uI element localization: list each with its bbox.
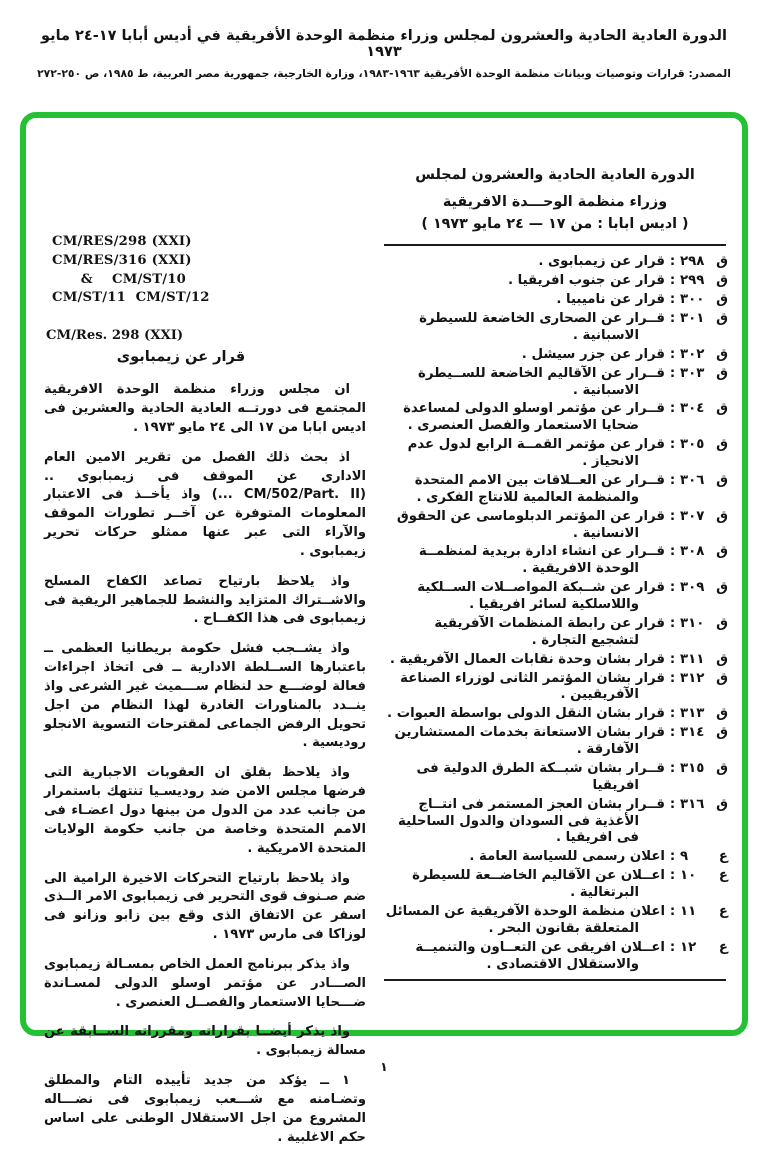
resolution-ref xyxy=(680,761,728,795)
resolution-paragraph: ١ ــ يؤكد من جديد تأييده التام والمطلق وتضـامنه مع شـــعب زيمبابوى فى نضـــاله المشروع من اجل الاستقلال الوطنى على اساس حكم الاغلبية . xyxy=(44,1073,366,1145)
page-header xyxy=(0,0,768,80)
resolution-ref xyxy=(680,473,728,507)
resolution-ref-number: ٣٠٧ xyxy=(680,508,705,524)
resolution-ref-number: ٣٠٩ xyxy=(680,580,705,596)
resolution-ref-prefix: ق xyxy=(716,508,728,524)
resolution-index-item xyxy=(382,473,728,507)
resolution-ref-colon: : xyxy=(669,311,676,327)
reference-code-line: CM/ST/11 CM/ST/12 xyxy=(52,290,210,306)
resolution-ref-colon: : xyxy=(669,580,676,596)
session-title-line: ( اديس ابابا : من ١٧ — ٢٤ مايو ١٩٧٣ ) xyxy=(421,216,689,233)
source-citation: المصدر: قرارات وتوصيات وبيانات منظمة الوحدة الأفريقية ١٩٦٣-١٩٨٣، وزارة الخارجية، جمهورية مصر العربية، ط ١٩٨٥، ص ٢٥٠-٢٧٢ xyxy=(37,67,731,80)
resolution-index-item xyxy=(382,254,728,271)
document-page xyxy=(44,164,728,1159)
resolution-ref xyxy=(680,311,728,345)
resolution-ref-number: ٣٠٦ xyxy=(680,472,705,488)
resolution-ref-number: ٣٠٤ xyxy=(680,401,705,417)
resolution-ref-number: ٣١٥ xyxy=(680,760,705,776)
resolution-body-column xyxy=(44,164,366,1159)
resolution-ref-prefix: ق xyxy=(716,670,728,686)
resolution-ref-prefix: ق xyxy=(716,311,728,327)
resolution-title: قــرار عن الآقاليم الخاضعة للســيطرة الاسبانية . xyxy=(418,365,665,398)
resolution-title: اعــلان افريقى عن التعــاون والتنميــة والاستقلال الاقتصادى . xyxy=(415,939,665,972)
resolution-ref-colon: : xyxy=(669,437,676,453)
resolution-ref xyxy=(680,904,728,938)
resolution-ref xyxy=(680,580,728,614)
resolution-ref-prefix: ق xyxy=(716,346,728,362)
resolution-title: قــرار عن العــلاقات بين الامم المتحدة والمنظمة العالمية للانتاج الفكرى . xyxy=(414,472,665,505)
resolution-ref-prefix: ق xyxy=(716,725,728,741)
resolution-ref-colon: : xyxy=(669,651,676,667)
resolution-ref-colon: : xyxy=(669,615,676,631)
resolution-title: قرار بشان الاستعانة بخدمات المستشارين الآفارقة . xyxy=(394,725,665,758)
resolution-ref-colon: : xyxy=(669,508,676,524)
resolution-ref xyxy=(680,849,728,866)
resolution-index-item xyxy=(382,671,728,705)
resolution-ref xyxy=(680,273,728,290)
resolution-ref xyxy=(680,437,728,471)
resolution-ref-prefix: ق xyxy=(716,615,728,631)
resolutions-index-column xyxy=(382,164,728,1159)
resolution-title: قرار بشان النقل الدولى بواسطة العبوات . xyxy=(387,706,665,722)
resolution-index-item xyxy=(382,761,728,795)
resolution-ref-prefix: ق xyxy=(716,796,728,812)
resolution-index-item xyxy=(382,725,728,759)
resolution-index-item xyxy=(382,797,728,848)
resolution-ref-colon: : xyxy=(669,254,676,270)
resolution-title: قرار عن شــبكة المواصــلات الســلكية واللاسلكية لسائر افريقيا . xyxy=(417,580,665,613)
reference-code-line: CM/RES/316 (XXI) xyxy=(52,252,192,268)
resolution-ref-prefix: ق xyxy=(716,472,728,488)
resolution-ref-colon: : xyxy=(669,903,676,919)
resolution-title: قرار عن جنوب افريقيا . xyxy=(507,273,665,289)
resolution-ref-number: ٣٠٨ xyxy=(680,544,705,560)
resolution-title: قرار عن جزر سيشل . xyxy=(521,346,665,362)
resolution-ref-prefix: ق xyxy=(716,706,728,722)
resolution-ref-prefix: ق xyxy=(716,254,728,270)
resolution-ref-colon: : xyxy=(669,939,676,955)
resolution-ref-number: ٣١١ xyxy=(680,651,705,667)
resolution-index-item xyxy=(382,868,728,902)
resolution-ref-colon: : xyxy=(669,706,676,722)
resolution-title: قــرار بشان العجز المستمر فى انتــاج الأغذية فى السودان والدول الساحلية فى افريقيا . xyxy=(398,796,665,846)
resolution-ref-number: ١٠ xyxy=(680,868,697,884)
resolution-title: اعلان رسمى للسياسة العامة . xyxy=(469,849,665,865)
resolution-index-item xyxy=(382,849,728,866)
resolution-ref-prefix: ق xyxy=(716,651,728,667)
resolution-ref-colon: : xyxy=(669,849,676,865)
resolution-index-item xyxy=(382,273,728,290)
resolution-ref-prefix: ق xyxy=(716,580,728,596)
resolution-index-item xyxy=(382,652,728,669)
resolution-ref xyxy=(680,401,728,435)
resolution-ref-number: ٣١٦ xyxy=(680,796,705,812)
resolution-title: قــرار بشان شبــكة الطرق الدولية فى افريقيا xyxy=(416,760,665,793)
reference-code-line: CM/RES/298 (XXI) xyxy=(52,234,192,250)
resolution-ref xyxy=(680,616,728,650)
session-title-line: الدورة العادية الحادية والعشرون لمجلس xyxy=(415,167,695,183)
resolution-ref-number: ٣١٠ xyxy=(680,615,705,631)
resolution-ref-number: ٩ xyxy=(680,849,689,865)
resolution-paragraph: ان مجلس وزراء منظمة الوحدة الافريقية المجتمع فى دورتــه العادية الحادية والعشرين فى اديس ابابا من ١٧ الى ٢٤ مايو ١٩٧٣ . xyxy=(44,382,366,435)
resolution-index-item xyxy=(382,616,728,650)
resolution-ref-number: ٣١٤ xyxy=(680,725,705,741)
resolution-paragraph: واذ يذكر ببرنامج العمل الخاص بمسـالة زيمبابوى الصـــادر عن مؤتمر اوسلو الدولى لمسـاندة ضـــحايا الاستعمار والفصــل العنصرى . xyxy=(44,956,366,1010)
resolution-ref-number: ٣٠١ xyxy=(680,311,705,327)
resolution-ref-colon: : xyxy=(669,401,676,417)
resolution-paragraph: واذ يلاحظ بارتياح تصاعد الكفاح المسلح والاشــتراك المتزايد والنشط للجماهير الريفية فى زيمبابوى فى هذا الكفــاح . xyxy=(44,573,366,627)
divider-top xyxy=(384,244,726,246)
resolution-ref xyxy=(680,868,728,902)
resolution-ref-colon: : xyxy=(669,670,676,686)
resolution-index-item xyxy=(382,706,728,723)
resolution-ref xyxy=(680,652,728,669)
resolution-paragraph: واذ يلاحظ بارتياح التحركات الاخيرة الرامية الى ضم صـنوف قوى التحرير فى زيمبابوى الامر الــذى اسفر عن الاتفاق الذى وقع بين زابو وزانو فى لوزاكا فى مارس ١٩٧٣ . xyxy=(44,870,366,943)
resolution-ref-number: ١٢ xyxy=(680,939,697,955)
resolution-ref-colon: : xyxy=(669,292,676,308)
resolution-index-item xyxy=(382,401,728,435)
resolution-ref-number: ٣٠٥ xyxy=(680,437,705,453)
resolution-index-item xyxy=(382,311,728,345)
resolution-index-item xyxy=(382,580,728,614)
resolution-ref-number: ١١ xyxy=(680,903,697,919)
resolution-ref xyxy=(680,940,728,974)
resolution-ref-colon: : xyxy=(669,472,676,488)
resolution-ref-number: ٢٩٩ xyxy=(680,273,705,289)
divider-bottom xyxy=(384,979,726,981)
resolution-ref-number: ٣١٢ xyxy=(680,670,705,686)
resolution-ref-colon: : xyxy=(669,365,676,381)
reference-code-line: & CM/ST/10 xyxy=(52,271,187,287)
resolution-title: قرار بشان وحدة نقابات العمال الآفريقية . xyxy=(389,651,665,667)
resolution-ref xyxy=(680,366,728,400)
resolution-title: قرار عن مؤتمر القمــة الرابع لدول عدم الانحياز . xyxy=(407,437,665,470)
reference-codes-block xyxy=(52,177,366,308)
resolution-index-item xyxy=(382,437,728,471)
resolution-ref-number: ٣٠٢ xyxy=(680,346,705,362)
resolution-title: قرار عن زيمبابوى . xyxy=(538,254,665,270)
resolution-title: قــرار عن مؤتمر اوسلو الدولى لمساعدة ضحايا الاستعمار والفصل العنصرى . xyxy=(403,401,665,434)
resolution-title: قــرار عن الصحارى الخاضعة للسيطرة الاسبانية . xyxy=(419,311,665,343)
resolution-ref-number: ٣١٣ xyxy=(680,706,705,722)
resolution-title: قرار عن المؤتمر الدبلوماسى عن الحقوق الانسانية . xyxy=(396,508,665,541)
resolution-ref-prefix: ع xyxy=(718,849,728,865)
resolution-ref-colon: : xyxy=(669,725,676,741)
resolution-ref-prefix: ع xyxy=(718,939,728,955)
resolutions-index-list xyxy=(382,254,728,973)
resolution-ref-prefix: ق xyxy=(716,544,728,560)
resolution-ref-prefix: ق xyxy=(716,401,728,417)
resolution-title: اعــلان عن الآقاليم الخاضــعة للسيطرة البرتغالية . xyxy=(412,868,665,901)
resolution-ref-prefix: ع xyxy=(718,903,728,919)
resolution-ref-colon: : xyxy=(669,346,676,362)
resolution-index-item xyxy=(382,940,728,974)
resolution-ref-prefix: ق xyxy=(716,365,728,381)
resolution-code: CM/Res. 298 (XXI) xyxy=(46,328,184,344)
resolution-ref-colon: : xyxy=(669,544,676,560)
resolution-title: قرار بشان المؤتمر الثانى لوزراء الصناعة الآفريقيين . xyxy=(400,670,665,703)
resolution-ref-prefix: ق xyxy=(716,273,728,289)
resolution-ref-colon: : xyxy=(669,273,676,289)
resolution-paragraph: واذ يذكر أيضــا بقراراته ومقرراته الســابقة عن مسالة زيمبابوى . xyxy=(44,1024,366,1059)
session-title-block xyxy=(382,164,728,235)
resolution-ref-colon: : xyxy=(669,760,676,776)
resolution-index-item xyxy=(382,904,728,938)
session-header-title: الدورة العادية الحادية والعشرون لمجلس وزراء منظمة الوحدة الأفريقية في أديس أبابا ١٧-٢٤ مايو ١٩٧٣ xyxy=(41,28,727,60)
resolution-index-item xyxy=(382,544,728,578)
resolution-ref xyxy=(680,292,728,309)
document-highlight-frame xyxy=(20,112,748,1145)
resolution-ref-colon: : xyxy=(669,796,676,812)
resolution-ref xyxy=(680,254,728,271)
resolution-ref-number: ٣٠٠ xyxy=(680,292,705,308)
resolution-index-item xyxy=(382,292,728,309)
session-title-line: وزراء منظمة الوحـــدة الافريقية xyxy=(442,194,668,211)
resolution-title: قــرار عن انشاء ادارة بريدية لمنظمــة الوحدة الافريقية . xyxy=(418,544,665,577)
resolution-ref xyxy=(680,347,728,364)
page-number: ١ xyxy=(380,1059,388,1074)
resolution-ref xyxy=(680,509,728,543)
resolution-paragraph: واذ يلاحظ بقلق ان العقوبات الاجبارية التى فرضها مجلس الامن ضد روديسـيا تنتهك باستمرار من جانب عدد من الدول من بينها دول اعضـاء فى الامم المتحدة وخاصة من جانب حكومة الولايات المتحدة الامريكية . xyxy=(44,765,366,856)
resolution-ref-colon: : xyxy=(669,868,676,884)
resolution-ref xyxy=(680,544,728,578)
resolution-ref xyxy=(680,706,728,723)
resolution-index-item xyxy=(382,509,728,543)
resolution-index-item xyxy=(382,347,728,364)
resolution-ref-number: ٣٠٣ xyxy=(680,365,705,381)
resolution-ref xyxy=(680,725,728,759)
resolution-title: قرار عن رابطة المنظمات الآفريقية لتشجيع التجارة . xyxy=(434,615,665,648)
resolution-heading: قرار عن زيمبابوى xyxy=(116,348,246,366)
resolution-ref xyxy=(680,797,728,848)
resolution-ref-prefix: ع xyxy=(718,868,728,884)
resolution-index-item xyxy=(382,366,728,400)
resolution-ref-prefix: ق xyxy=(716,292,728,308)
resolution-title: اعلان منظمة الوحدة الآفريقية عن المسائل المتعلقة بقانون البحر . xyxy=(385,903,665,936)
resolution-title: قرار عن ناميبيا . xyxy=(556,292,665,308)
resolution-paragraph: واذ يشــجب فشل حكومة بريطانيا العظمى ــ باعتبارها الســلطة الادارية ــ فى اتخاذ اجراءات فعالة لوضـــع حد لنظام ســـميث غير الشرعى واذ ينــدد بالمناورات الغادرة لهذا النظام من اجل تحويل الرفض الجماعى لمقترحات التسوية الانجلو روديسية . xyxy=(44,641,366,751)
resolution-ref-prefix: ق xyxy=(716,437,728,453)
resolution-ref xyxy=(680,671,728,705)
resolution-ref-number: ٢٩٨ xyxy=(680,254,705,270)
resolution-paragraphs xyxy=(44,381,366,1147)
resolution-paragraph: اذ بحث ذلك الفصل من تقرير الامين العام الادارى عن الموقف فى زيمبابوى .. (CM/502/Part. II ...) واذ يأخــذ فى الاعتبار المعلومات المتوفرة عن آخــر تطورات الموقف والآراء التى عبر عنها ممثلو حركات تحرير زيمبابوى . xyxy=(44,449,367,559)
resolution-ref-prefix: ق xyxy=(716,760,728,776)
